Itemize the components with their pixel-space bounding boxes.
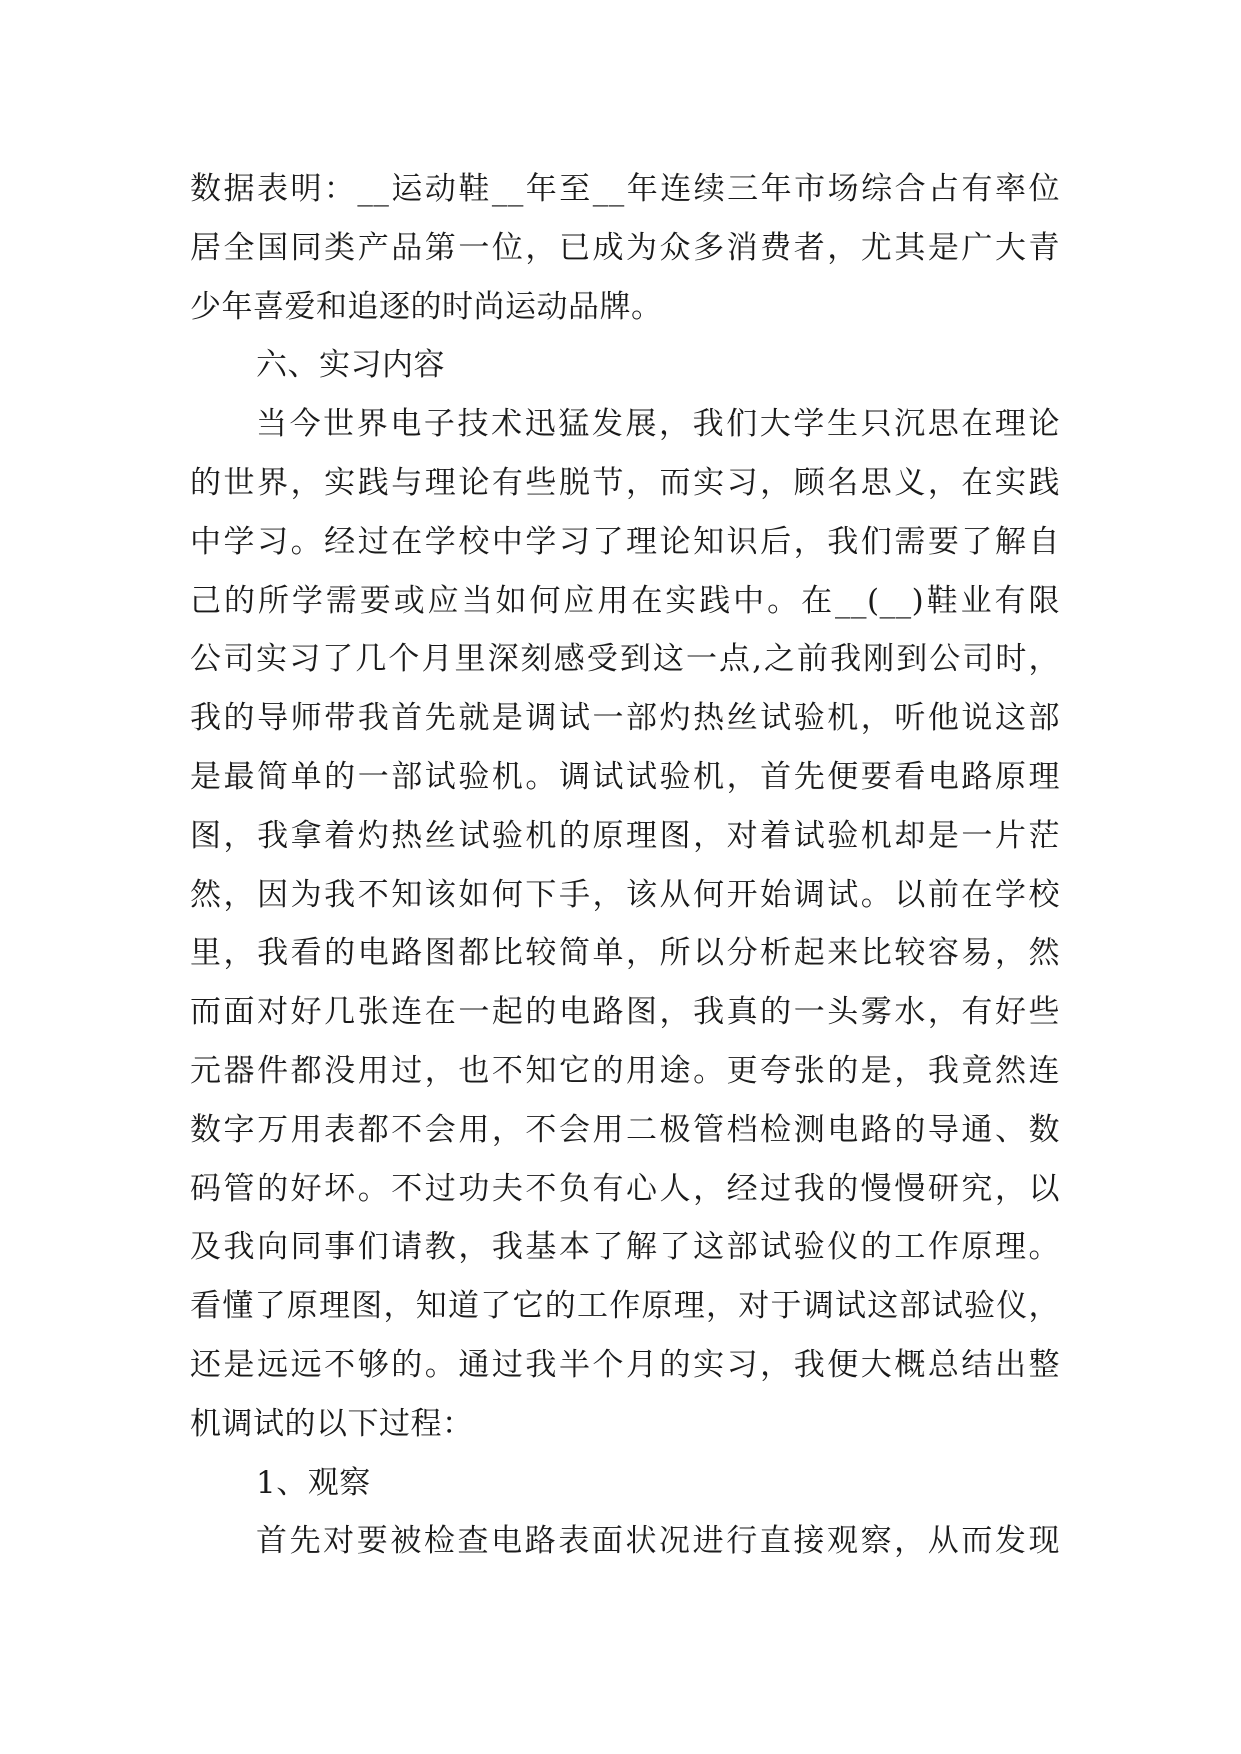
text-line: 数字万用表都不会用，不会用二极管档检测电路的导通、数 bbox=[190, 1111, 1060, 1148]
text-line: 元器件都没用过，也不知它的用途。更夸张的是，我竟然连 bbox=[190, 1052, 1060, 1089]
text-line: 码管的好坏。不过功夫不负有心人，经过我的慢慢研究，以 bbox=[190, 1170, 1060, 1207]
text-line: 六、实习内容 bbox=[256, 347, 445, 384]
text-line: 少年喜爱和追逐的时尚运动品牌。 bbox=[190, 288, 663, 325]
text-line: 机调试的以下过程： bbox=[190, 1405, 474, 1442]
text-line: 而面对好几张连在一起的电路图，我真的一头雾水，有好些 bbox=[190, 994, 1060, 1031]
text-line: 图，我拿着灼热丝试验机的原理图，对着试验机却是一片茫 bbox=[190, 817, 1060, 854]
text-line: 里，我看的电路图都比较简单，所以分析起来比较容易，然 bbox=[190, 935, 1060, 972]
text-line: 看懂了原理图，知道了它的工作原理，对于调试这部试验仪， bbox=[190, 1288, 1060, 1325]
document-body bbox=[190, 160, 1060, 1571]
text-line: 中学习。经过在学校中学习了理论知识后，我们需要了解自 bbox=[190, 523, 1060, 560]
text-line: 数据表明：__运动鞋__年至__年连续三年市场综合占有率位 bbox=[190, 171, 1060, 207]
text-line: 居全国同类产品第一位，已成为众多消费者，尤其是广大青 bbox=[190, 229, 1060, 266]
text-line: 还是远远不够的。通过我半个月的实习，我便大概总结出整 bbox=[190, 1346, 1060, 1383]
text-line: 的世界，实践与理论有些脱节，而实习，顾名思义，在实践 bbox=[190, 464, 1060, 501]
text-line: 公司实习了几个月里深刻感受到这一点,之前我刚到公司时， bbox=[190, 641, 1060, 678]
text-line: 当今世界电子技术迅猛发展，我们大学生只沉思在理论 bbox=[256, 406, 1060, 443]
text-line: 己的所学需要或应当如何应用在实践中。在__(__)鞋业有限 bbox=[190, 582, 1060, 619]
text-line: 是最简单的一部试验机。调试试验机，首先便要看电路原理 bbox=[190, 758, 1060, 795]
text-line: 及我向同事们请教，我基本了解了这部试验仪的工作原理。 bbox=[190, 1229, 1060, 1266]
text-line: 首先对要被检查电路表面状况进行直接观察，从而发现 bbox=[256, 1523, 1060, 1560]
text-line: 1、观察 bbox=[256, 1464, 371, 1501]
text-line: 然，因为我不知该如何下手，该从何开始调试。以前在学校 bbox=[190, 876, 1060, 913]
text-line: 我的导师带我首先就是调试一部灼热丝试验机，听他说这部 bbox=[190, 700, 1060, 737]
